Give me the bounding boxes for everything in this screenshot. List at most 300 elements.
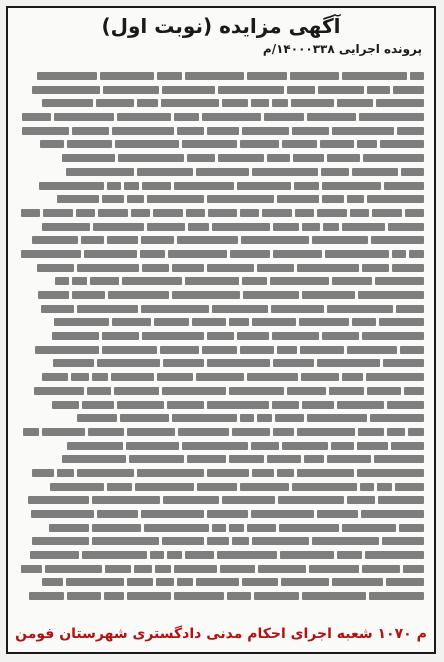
- body-word-placeholder: [367, 387, 401, 395]
- body-word-placeholder: [317, 510, 358, 518]
- body-word-placeholder: [405, 209, 424, 217]
- body-word-placeholder: [82, 401, 114, 409]
- body-word-placeholder: [141, 236, 174, 244]
- body-word-placeholder: [92, 373, 108, 381]
- body-word-placeholder: [323, 223, 339, 231]
- body-word-placeholder: [105, 565, 131, 573]
- body-word-placeholder: [103, 86, 159, 94]
- body-word-placeholder: [88, 428, 124, 436]
- body-word-placeholder: [297, 428, 355, 436]
- body-word-placeholder: [271, 305, 324, 313]
- body-word-placeholder: [76, 209, 95, 217]
- body-line: [18, 467, 424, 479]
- body-word-placeholder: [135, 483, 194, 491]
- body-word-placeholder: [92, 537, 159, 545]
- body-line: [18, 563, 424, 575]
- body-word-placeholder: [292, 483, 357, 491]
- body-line: [18, 97, 424, 109]
- body-word-placeholder: [97, 510, 138, 518]
- body-word-placeholder: [403, 565, 424, 573]
- body-line: [18, 508, 424, 520]
- body-word-placeholder: [137, 99, 158, 107]
- body-line: [18, 180, 424, 192]
- body-word-placeholder: [327, 154, 360, 162]
- body-word-placeholder: [45, 565, 103, 573]
- body-word-placeholder: [31, 510, 94, 518]
- body-word-placeholder: [393, 86, 424, 94]
- body-word-placeholder: [37, 72, 97, 80]
- body-word-placeholder: [71, 373, 89, 381]
- body-word-placeholder: [384, 182, 424, 190]
- body-word-placeholder: [174, 113, 199, 121]
- body-word-placeholder: [327, 455, 371, 463]
- body-word-placeholder: [240, 346, 274, 354]
- body-word-placeholder: [301, 373, 339, 381]
- body-line: [18, 221, 424, 233]
- body-word-placeholder: [272, 401, 299, 409]
- body-word-placeholder: [22, 127, 69, 135]
- body-word-placeholder: [140, 250, 165, 258]
- body-word-placeholder: [309, 565, 360, 573]
- body-word-placeholder: [163, 496, 219, 504]
- body-line: [18, 275, 424, 287]
- body-word-placeholder: [320, 140, 354, 148]
- body-word-placeholder: [30, 551, 79, 559]
- body-word-placeholder: [350, 209, 369, 217]
- body-line: [18, 138, 424, 150]
- notice-body: [18, 70, 424, 600]
- body-word-placeholder: [178, 428, 229, 436]
- body-word-placeholder: [347, 195, 364, 203]
- body-word-placeholder: [410, 72, 424, 80]
- body-word-placeholder: [81, 236, 104, 244]
- body-word-placeholder: [67, 140, 112, 148]
- body-word-placeholder: [297, 264, 359, 272]
- body-word-placeholder: [318, 86, 364, 94]
- body-word-placeholder: [162, 86, 215, 94]
- body-word-placeholder: [21, 250, 81, 258]
- body-word-placeholder: [72, 277, 87, 285]
- body-word-placeholder: [292, 127, 329, 135]
- body-word-placeholder: [185, 277, 239, 285]
- body-word-placeholder: [97, 359, 160, 367]
- body-line: [18, 399, 424, 411]
- body-word-placeholder: [366, 373, 424, 381]
- body-word-placeholder: [302, 291, 355, 299]
- body-word-placeholder: [162, 537, 204, 545]
- body-word-placeholder: [218, 86, 284, 94]
- body-word-placeholder: [401, 168, 424, 176]
- body-word-placeholder: [55, 277, 69, 285]
- body-word-placeholder: [230, 250, 270, 258]
- body-line: [18, 522, 424, 534]
- body-word-placeholder: [162, 387, 226, 395]
- body-line: [18, 289, 424, 301]
- body-word-placeholder: [395, 483, 424, 491]
- body-word-placeholder: [82, 551, 147, 559]
- body-word-placeholder: [357, 140, 377, 148]
- body-word-placeholder: [400, 346, 424, 354]
- body-word-placeholder: [207, 469, 249, 477]
- body-word-placeholder: [34, 387, 84, 395]
- body-word-placeholder: [242, 127, 289, 135]
- body-word-placeholder: [252, 469, 274, 477]
- body-line: [18, 262, 424, 274]
- body-word-placeholder: [317, 209, 347, 217]
- body-word-placeholder: [307, 414, 367, 422]
- body-line: [18, 248, 424, 260]
- body-word-placeholder: [207, 195, 274, 203]
- body-word-placeholder: [66, 578, 124, 586]
- body-word-placeholder: [237, 332, 269, 340]
- body-word-placeholder: [188, 223, 209, 231]
- body-word-placeholder: [232, 428, 270, 436]
- body-word-placeholder: [229, 387, 284, 395]
- body-word-placeholder: [247, 524, 276, 532]
- body-word-placeholder: [302, 401, 334, 409]
- body-line: [18, 166, 424, 178]
- body-word-placeholder: [347, 346, 397, 354]
- body-word-placeholder: [365, 551, 424, 559]
- body-word-placeholder: [295, 209, 314, 217]
- body-word-placeholder: [207, 510, 248, 518]
- body-word-placeholder: [23, 428, 39, 436]
- body-line: [18, 111, 424, 123]
- body-word-placeholder: [35, 346, 99, 354]
- body-word-placeholder: [290, 72, 339, 80]
- body-word-placeholder: [287, 387, 326, 395]
- body-word-placeholder: [358, 428, 384, 436]
- body-word-placeholder: [287, 86, 315, 94]
- body-word-placeholder: [122, 277, 182, 285]
- body-word-placeholder: [67, 442, 123, 450]
- body-word-placeholder: [196, 578, 239, 586]
- body-word-placeholder: [222, 99, 248, 107]
- body-word-placeholder: [104, 592, 124, 600]
- body-word-placeholder: [375, 277, 424, 285]
- body-word-placeholder: [137, 469, 204, 477]
- body-line: [18, 207, 424, 219]
- body-word-placeholder: [275, 414, 304, 422]
- body-word-placeholder: [77, 414, 117, 422]
- body-word-placeholder: [388, 223, 424, 231]
- body-line: [18, 234, 424, 246]
- body-word-placeholder: [337, 99, 373, 107]
- body-word-placeholder: [392, 264, 424, 272]
- body-word-placeholder: [177, 236, 238, 244]
- body-line: [18, 426, 424, 438]
- body-word-placeholder: [282, 442, 328, 450]
- body-word-placeholder: [42, 428, 85, 436]
- body-word-placeholder: [127, 592, 171, 600]
- body-word-placeholder: [242, 277, 267, 285]
- body-word-placeholder: [282, 140, 317, 148]
- body-word-placeholder: [147, 223, 185, 231]
- body-word-placeholder: [322, 195, 344, 203]
- body-word-placeholder: [241, 236, 309, 244]
- body-word-placeholder: [197, 483, 237, 491]
- body-word-placeholder: [273, 223, 299, 231]
- body-word-placeholder: [382, 537, 424, 545]
- body-word-placeholder: [273, 359, 314, 367]
- body-word-placeholder: [251, 442, 279, 450]
- body-word-placeholder: [240, 209, 259, 217]
- body-word-placeholder: [147, 195, 204, 203]
- body-word-placeholder: [376, 99, 424, 107]
- body-word-placeholder: [107, 236, 138, 244]
- body-word-placeholder: [367, 86, 390, 94]
- body-word-placeholder: [273, 428, 294, 436]
- body-word-placeholder: [342, 72, 407, 80]
- body-word-placeholder: [352, 168, 398, 176]
- body-word-placeholder: [112, 318, 151, 326]
- body-word-placeholder: [37, 264, 74, 272]
- body-word-placeholder: [371, 236, 424, 244]
- body-line: [18, 330, 424, 342]
- body-word-placeholder: [115, 140, 179, 148]
- body-line: [18, 549, 424, 561]
- body-line: [18, 316, 424, 328]
- body-line: [18, 303, 424, 315]
- body-word-placeholder: [42, 373, 68, 381]
- notice-title: آگهی مزایده (نوبت اول): [101, 14, 341, 38]
- body-word-placeholder: [141, 510, 204, 518]
- body-word-placeholder: [160, 346, 199, 354]
- body-word-placeholder: [177, 578, 193, 586]
- body-word-placeholder: [299, 318, 349, 326]
- body-word-placeholder: [72, 127, 109, 135]
- body-word-placeholder: [98, 209, 128, 217]
- body-word-placeholder: [362, 264, 389, 272]
- body-word-placeholder: [352, 318, 376, 326]
- body-word-placeholder: [174, 565, 217, 573]
- body-line: [18, 590, 424, 602]
- body-line: [18, 385, 424, 397]
- body-word-placeholder: [32, 86, 100, 94]
- body-word-placeholder: [229, 524, 244, 532]
- body-line: [18, 535, 424, 547]
- body-word-placeholder: [157, 373, 193, 381]
- body-word-placeholder: [32, 469, 54, 477]
- body-word-placeholder: [217, 551, 277, 559]
- body-word-placeholder: [227, 592, 251, 600]
- body-word-placeholder: [54, 318, 109, 326]
- body-word-placeholder: [252, 318, 296, 326]
- body-word-placeholder: [374, 455, 424, 463]
- body-word-placeholder: [367, 195, 424, 203]
- body-word-placeholder: [254, 592, 299, 600]
- notice-footer: م ۱۰۷۰ شعبه اجرای احکام مدنی دادگستری شهرستان فومن: [15, 626, 427, 642]
- body-word-placeholder: [93, 223, 144, 231]
- body-line: [18, 576, 424, 588]
- body-word-placeholder: [66, 168, 134, 176]
- body-word-placeholder: [207, 359, 270, 367]
- body-word-placeholder: [92, 524, 141, 532]
- body-word-placeholder: [358, 291, 424, 299]
- body-word-placeholder: [370, 414, 424, 422]
- body-word-placeholder: [312, 236, 368, 244]
- body-word-placeholder: [43, 209, 73, 217]
- body-word-placeholder: [325, 250, 390, 258]
- body-word-placeholder: [272, 99, 288, 107]
- body-word-placeholder: [322, 332, 359, 340]
- body-word-placeholder: [108, 291, 169, 299]
- body-word-placeholder: [144, 524, 209, 532]
- body-word-placeholder: [50, 483, 104, 491]
- body-word-placeholder: [332, 277, 372, 285]
- body-word-placeholder: [77, 469, 134, 477]
- body-word-placeholder: [124, 182, 139, 190]
- body-word-placeholder: [22, 113, 51, 121]
- body-word-placeholder: [279, 524, 339, 532]
- body-line: [18, 494, 424, 506]
- body-word-placeholder: [327, 305, 393, 313]
- body-word-placeholder: [277, 469, 294, 477]
- body-word-placeholder: [177, 127, 204, 135]
- body-word-placeholder: [90, 277, 119, 285]
- body-line: [18, 152, 424, 164]
- body-word-placeholder: [53, 359, 94, 367]
- body-word-placeholder: [157, 72, 182, 80]
- body-line: [18, 412, 424, 424]
- body-word-placeholder: [386, 578, 424, 586]
- body-line: [18, 481, 424, 493]
- body-word-placeholder: [102, 346, 157, 354]
- body-word-placeholder: [117, 401, 164, 409]
- body-word-placeholder: [126, 442, 179, 450]
- body-word-placeholder: [392, 250, 406, 258]
- body-word-placeholder: [302, 223, 320, 231]
- body-word-placeholder: [32, 236, 78, 244]
- body-word-placeholder: [102, 195, 124, 203]
- body-word-placeholder: [92, 496, 160, 504]
- body-word-placeholder: [174, 592, 224, 600]
- body-word-placeholder: [273, 250, 322, 258]
- body-word-placeholder: [54, 113, 114, 121]
- body-word-placeholder: [332, 127, 394, 135]
- body-word-placeholder: [207, 127, 239, 135]
- body-word-placeholder: [257, 264, 294, 272]
- body-word-placeholder: [167, 551, 182, 559]
- body-word-placeholder: [258, 565, 306, 573]
- body-word-placeholder: [161, 99, 219, 107]
- body-word-placeholder: [242, 578, 278, 586]
- body-word-placeholder: [391, 442, 424, 450]
- body-word-placeholder: [342, 524, 396, 532]
- body-word-placeholder: [172, 264, 204, 272]
- body-word-placeholder: [207, 537, 229, 545]
- body-word-placeholder: [383, 359, 424, 367]
- body-word-placeholder: [347, 496, 375, 504]
- body-word-placeholder: [404, 387, 424, 395]
- body-word-placeholder: [329, 387, 364, 395]
- body-word-placeholder: [182, 442, 248, 450]
- body-word-placeholder: [207, 332, 234, 340]
- body-word-placeholder: [207, 401, 269, 409]
- body-word-placeholder: [52, 332, 99, 340]
- body-word-placeholder: [129, 455, 184, 463]
- body-word-placeholder: [112, 127, 174, 135]
- body-word-placeholder: [137, 168, 193, 176]
- body-line: [18, 357, 424, 369]
- body-word-placeholder: [192, 318, 226, 326]
- body-word-placeholder: [174, 182, 234, 190]
- body-word-placeholder: [332, 578, 383, 586]
- body-line: [18, 371, 424, 383]
- body-word-placeholder: [342, 223, 385, 231]
- body-word-placeholder: [357, 442, 388, 450]
- body-word-placeholder: [240, 483, 289, 491]
- body-word-placeholder: [67, 592, 101, 600]
- body-word-placeholder: [127, 428, 175, 436]
- body-word-placeholder: [293, 154, 324, 162]
- body-word-placeholder: [237, 182, 291, 190]
- body-line: [18, 125, 424, 137]
- body-word-placeholder: [220, 565, 256, 573]
- body-word-placeholder: [240, 140, 279, 148]
- body-word-placeholder: [317, 359, 380, 367]
- body-word-placeholder: [212, 524, 226, 532]
- body-word-placeholder: [163, 359, 204, 367]
- body-word-placeholder: [251, 510, 314, 518]
- body-word-placeholder: [272, 332, 319, 340]
- body-word-placeholder: [142, 332, 204, 340]
- body-word-placeholder: [42, 223, 90, 231]
- body-word-placeholder: [397, 127, 424, 135]
- body-word-placeholder: [52, 401, 79, 409]
- body-word-placeholder: [409, 250, 424, 258]
- body-word-placeholder: [264, 113, 304, 121]
- body-word-placeholder: [127, 195, 144, 203]
- body-word-placeholder: [187, 154, 215, 162]
- body-word-placeholder: [196, 373, 244, 381]
- body-word-placeholder: [257, 414, 272, 422]
- body-word-placeholder: [167, 401, 204, 409]
- body-word-placeholder: [150, 551, 164, 559]
- body-word-placeholder: [155, 565, 171, 573]
- body-line: [18, 84, 424, 96]
- body-word-placeholder: [39, 182, 104, 190]
- body-word-placeholder: [302, 592, 366, 600]
- body-word-placeholder: [267, 154, 290, 162]
- body-word-placeholder: [28, 496, 89, 504]
- body-line: [18, 344, 424, 356]
- body-word-placeholder: [262, 209, 292, 217]
- body-word-placeholder: [127, 578, 153, 586]
- body-word-placeholder: [294, 182, 319, 190]
- body-word-placeholder: [21, 209, 40, 217]
- body-word-placeholder: [212, 223, 270, 231]
- body-word-placeholder: [40, 140, 64, 148]
- body-word-placeholder: [153, 209, 183, 217]
- body-word-placeholder: [362, 565, 400, 573]
- body-word-placeholder: [396, 305, 424, 313]
- body-word-placeholder: [399, 524, 424, 532]
- body-word-placeholder: [57, 469, 74, 477]
- body-word-placeholder: [77, 305, 138, 313]
- body-word-placeholder: [117, 113, 171, 121]
- body-word-placeholder: [280, 551, 334, 559]
- body-word-placeholder: [32, 537, 89, 545]
- notice-sheet: [6, 6, 436, 654]
- body-word-placeholder: [131, 209, 150, 217]
- body-word-placeholder: [172, 414, 237, 422]
- body-word-placeholder: [62, 154, 115, 162]
- body-word-placeholder: [96, 99, 134, 107]
- body-word-placeholder: [307, 113, 356, 121]
- notice-header: [8, 8, 434, 64]
- body-word-placeholder: [42, 578, 63, 586]
